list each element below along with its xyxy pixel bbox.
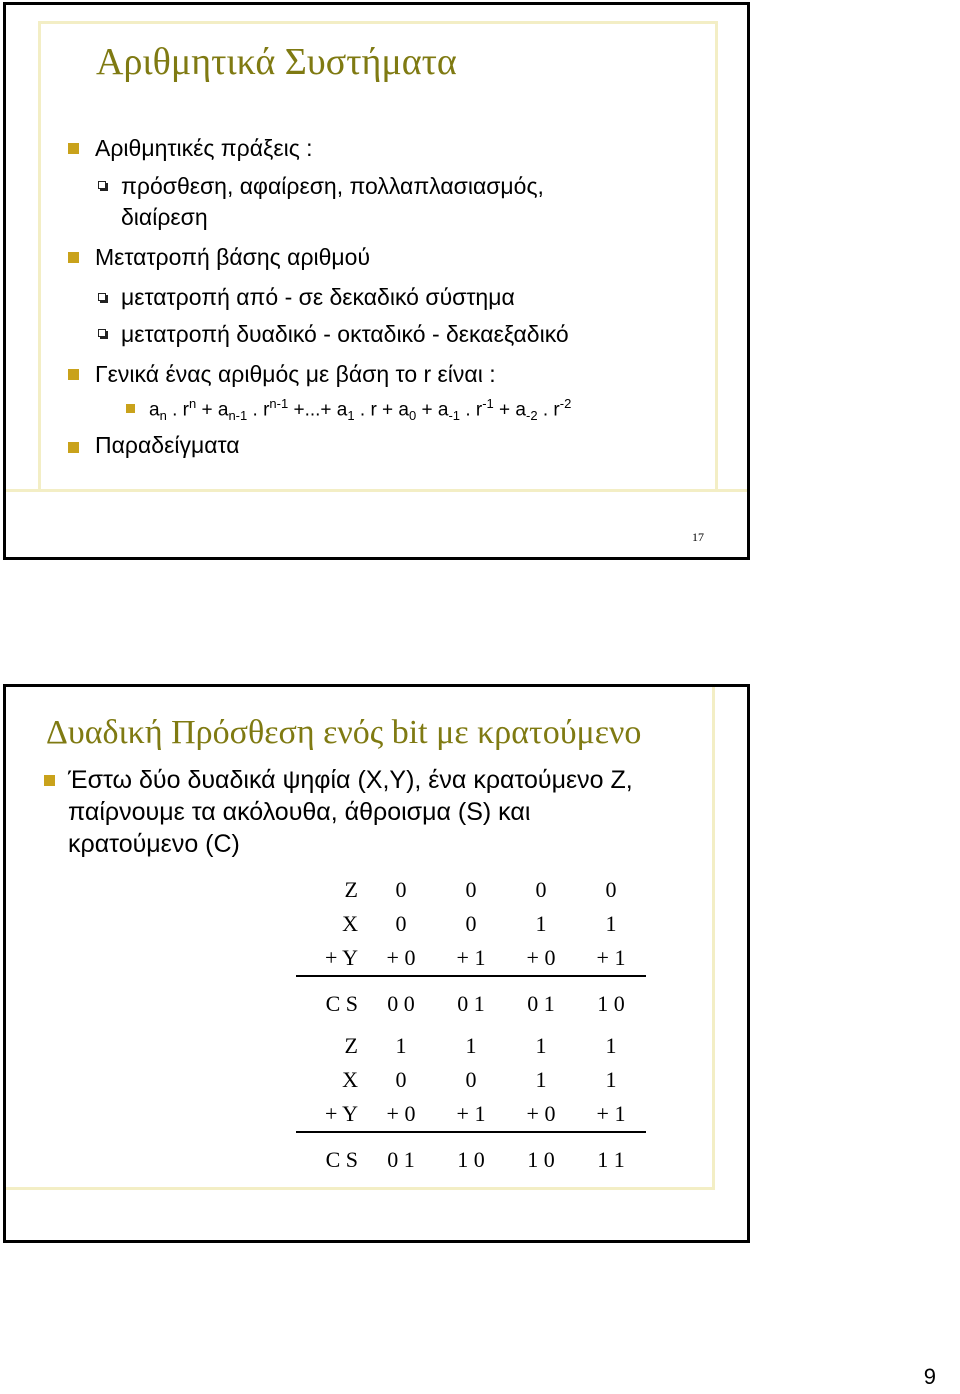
cell: 0 — [535, 877, 547, 902]
slide-frame-bottom — [6, 1187, 715, 1190]
bullet-text: Μετατροπή βάσης αριθμού — [95, 244, 371, 270]
cell: 1 — [535, 1067, 547, 1092]
cell: + 1 — [436, 1097, 506, 1132]
cell: 0 — [465, 911, 477, 936]
bullet-square-icon — [68, 369, 79, 380]
cell: 1 — [395, 1033, 407, 1058]
cell: + 0 — [366, 1097, 436, 1132]
paragraph-line: Έστω δύο δυαδικά ψηφία (X,Y), ένα κρατούμενο Z, — [68, 766, 633, 794]
cell: + 0 — [506, 941, 576, 976]
page-number: 9 — [923, 1364, 936, 1389]
slide-title: Δυαδική Πρόσθεση ενός bit με κρατούμενο — [46, 714, 642, 751]
sub-bullet-text-cont: διαίρεση — [121, 204, 208, 230]
table-row — [296, 1029, 646, 1063]
cell: 1 — [535, 911, 547, 936]
cell: 0 0 — [387, 991, 415, 1016]
row-label: + Y — [296, 941, 366, 976]
row-label: X — [342, 911, 358, 936]
checkbox-bullet-icon — [98, 181, 106, 189]
slide-1 — [3, 2, 750, 560]
cell: 1 0 — [457, 1147, 485, 1172]
slide-frame-right — [715, 21, 718, 491]
bullet-square-icon — [68, 442, 79, 453]
cell: 0 1 — [387, 1147, 415, 1172]
cell: 0 1 — [457, 991, 485, 1016]
slide-number: 17 — [692, 530, 704, 544]
paragraph-line: παίρνουμε τα ακόλουθα, άθροισμα (S) και — [68, 798, 531, 826]
cell: 1 0 — [527, 1147, 555, 1172]
slide-frame-bottom — [6, 489, 747, 492]
row-label: C S — [325, 991, 358, 1016]
addition-table-carry-0 — [296, 873, 646, 1017]
cell: + 0 — [506, 1097, 576, 1132]
table-row — [296, 1063, 646, 1097]
cell: 1 — [605, 911, 617, 936]
cell: 1 1 — [597, 1147, 625, 1172]
base-r-formula: $a_n$ . $r^n + a_{n-1}$ . $r^{n-1}$ +...+ $a_1$ . $r + a_0 + a_{-1}$ . $r^{-1} + a_{-2}$ . $r^{-2}$ — [149, 396, 572, 424]
paragraph-line: κρατούμενο (C) — [68, 830, 240, 858]
sub-bullet-text: πρόσθεση, αφαίρεση, πολλαπλασιασμός, — [121, 173, 544, 199]
checkbox-bullet-icon — [98, 293, 106, 301]
table-row — [296, 1132, 646, 1173]
cell: + 1 — [576, 1097, 646, 1132]
row-label: Z — [344, 877, 358, 902]
row-label: X — [342, 1067, 358, 1092]
cell: 0 — [395, 877, 407, 902]
table-row — [296, 941, 646, 976]
bullet-square-icon — [44, 775, 55, 786]
cell: 1 — [535, 1033, 547, 1058]
bullet-square-small-icon — [126, 404, 135, 413]
row-label: Z — [344, 1033, 358, 1058]
cell: 0 — [395, 1067, 407, 1092]
bullet-text: Αριθμητικές πράξεις : — [95, 135, 313, 161]
slide-frame-top — [38, 21, 718, 24]
slide-frame-left — [38, 21, 41, 491]
cell: + 1 — [576, 941, 646, 976]
cell: 0 — [605, 877, 617, 902]
cell: 1 — [605, 1033, 617, 1058]
cell: 0 — [395, 911, 407, 936]
bullet-square-icon — [68, 252, 79, 263]
slide-frame-right — [712, 687, 715, 1187]
bullet-text: Γενικά ένας αριθμός με βάση το r είναι : — [95, 361, 496, 387]
cell: 1 — [465, 1033, 477, 1058]
addition-table-carry-1 — [296, 1029, 646, 1173]
table-row — [296, 1097, 646, 1132]
sub-bullet-text: μετατροπή δυαδικό - οκταδικό - δεκαεξαδικό — [121, 321, 569, 347]
table-row — [296, 976, 646, 1017]
table-row — [296, 907, 646, 941]
bullet-square-icon — [68, 143, 79, 154]
cell: 1 0 — [597, 991, 625, 1016]
cell: 0 — [465, 1067, 477, 1092]
row-label: + Y — [296, 1097, 366, 1132]
slide-title: Αριθμητικά Συστήματα — [96, 41, 457, 83]
cell: + 1 — [436, 941, 506, 976]
cell: 0 — [465, 877, 477, 902]
sub-bullet-text: μετατροπή από - σε δεκαδικό σύστημα — [121, 284, 515, 310]
table-row — [296, 873, 646, 907]
checkbox-bullet-icon — [98, 329, 106, 337]
cell: + 0 — [366, 941, 436, 976]
cell: 1 — [605, 1067, 617, 1092]
row-label: C S — [325, 1147, 358, 1172]
cell: 0 1 — [527, 991, 555, 1016]
bullet-text: Παραδείγματα — [95, 432, 240, 458]
